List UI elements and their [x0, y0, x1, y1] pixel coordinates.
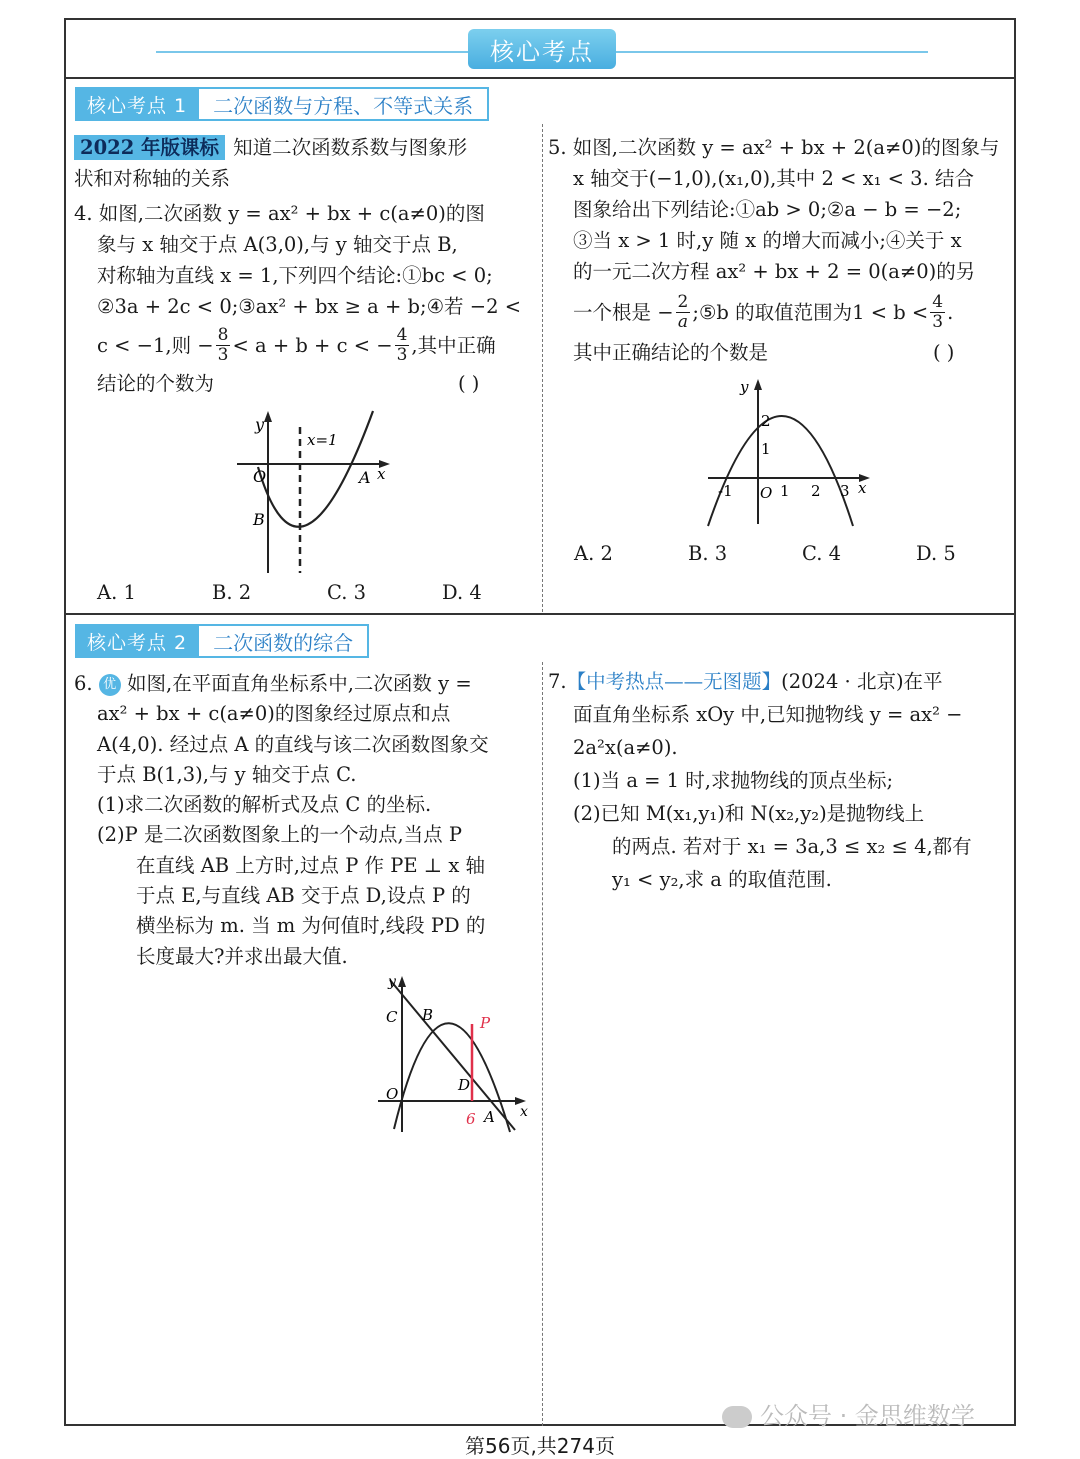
q6-line-9: 横坐标为 m. 当 m 为何值时,线段 PD 的 [136, 914, 486, 938]
q5-graph-tick-2: 2 [811, 482, 821, 500]
q4-fraction-2: $\frac{4}{3}$ [396, 324, 408, 365]
q5-graph-ytick-1: 1 [761, 440, 771, 458]
q6-line-8: 于点 E,与直线 AB 交于点 D,设点 P 的 [136, 884, 471, 908]
q5-line-6a: 一个根是 − [573, 300, 674, 324]
banner-line-right [616, 51, 928, 53]
q5-line-5: 的一元二次方程 ax² + bx + 2 = 0(a≠0)的另 [573, 260, 976, 283]
q4-line-2: 象与 x 轴交于点 A(3,0),与 y 轴交于点 B, [97, 233, 458, 256]
q7-line-5: (2)已知 M(x₁,y₁)和 N(x₂,y₂)是抛物线上 [573, 802, 925, 825]
q5-option-a[interactable]: A. 2 [574, 542, 613, 565]
q6-line-2: ax² + bx + c(a≠0)的图象经过原点和点 [97, 702, 451, 726]
q4-line-6: 结论的个数为 [97, 372, 215, 395]
divider-top [66, 77, 1014, 79]
q4-line-5c: ,其中正确 [411, 333, 496, 357]
q4-option-d[interactable]: D. 4 [442, 581, 482, 604]
question-5 [548, 132, 1010, 368]
q7-line-4: (1)当 a = 1 时,求抛物线的顶点坐标; [573, 769, 894, 792]
q4-graph-y: y [255, 415, 265, 434]
curriculum-text-1: 知道二次函数系数与图象形 [233, 136, 468, 159]
q5-option-c[interactable]: C. 4 [802, 542, 842, 565]
q5-option-b[interactable]: B. 3 [688, 542, 728, 565]
q6-graph [370, 972, 535, 1137]
q4-graph [225, 405, 400, 577]
q6-number: 6. [74, 672, 93, 695]
q5-line-6b: ;⑤b 的取值范围为1 < b < [692, 300, 929, 324]
question-7 [548, 665, 1010, 896]
q7-hot-tag: 【中考热点——无图题】 [566, 670, 782, 693]
q6-graph-point-c: C [386, 1008, 398, 1026]
q4-fraction-1: $\frac{8}{3}$ [217, 324, 229, 365]
q5-graph-y: y [740, 378, 749, 396]
curriculum-badge: 2022 年版课标 [74, 135, 225, 160]
q4-option-c[interactable]: C. 3 [327, 581, 367, 604]
q4-answer-paren: ( ) [458, 372, 480, 395]
curriculum-note [74, 132, 534, 194]
q5-fraction-1: $\frac{2}{a}$ [677, 291, 689, 332]
q6-graph-point-b: B [422, 1006, 434, 1024]
section-1-heading [75, 87, 489, 121]
q5-answer-paren: ( ) [933, 341, 955, 364]
question-4 [74, 198, 534, 399]
section-1-title: 二次函数与方程、不等式关系 [199, 87, 489, 121]
q6-graph-point-a: A [484, 1108, 495, 1126]
q6-graph-point-e: 6 [466, 1110, 476, 1128]
q7-line-3: 2a²x(a≠0). [573, 736, 678, 759]
q4-line-4: ②3a + 2c < 0;③ax² + bx ≥ a + b;④若 −2 < [97, 295, 522, 318]
q5-graph-tick-3: 3 [840, 482, 850, 500]
q4-graph-axis-label: x=1 [307, 431, 338, 449]
q6-graph-x: x [520, 1104, 528, 1120]
q7-line-7: y₁ < y₂,求 a 的取值范围. [612, 868, 832, 891]
column-divider-upper [542, 124, 543, 612]
q6-graph-point-d: D [458, 1076, 471, 1094]
q7-line-6: 的两点. 若对于 x₁ = 3a,3 ≤ x₂ ≤ 4,都有 [612, 835, 972, 858]
section-2-title: 二次函数的综合 [199, 624, 369, 658]
q4-line-5b: < a + b + c < − [232, 333, 393, 357]
q4-graph-x: x [377, 465, 386, 483]
q4-line-3: 对称轴为直线 x = 1,下列四个结论:①bc < 0; [97, 264, 493, 287]
q4-option-a[interactable]: A. 1 [97, 581, 136, 604]
column-divider-lower [542, 662, 543, 1426]
q6-graph-point-p: P [480, 1014, 491, 1032]
q6-line-1: 如图,在平面直角坐标系中,二次函数 y = [127, 672, 472, 695]
q6-line-3: A(4,0). 经过点 A 的直线与该二次函数图象交 [97, 732, 489, 756]
premium-icon: 优 [99, 674, 121, 696]
q5-line-4: ③当 x > 1 时,y 随 x 的增大而减小;④关于 x [573, 229, 962, 252]
question-6 [74, 669, 536, 972]
banner-line-left [156, 51, 468, 53]
q4-line-1: 4. 如图,二次函数 y = ax² + bx + c(a≠0)的图 [74, 202, 485, 225]
q5-graph-x: x [858, 479, 867, 497]
q5-line-3: 图象给出下列结论:①ab > 0;②a − b = −2; [573, 198, 962, 221]
wechat-icon [722, 1406, 752, 1428]
q5-graph-tick-neg1: -1 [718, 482, 733, 500]
q5-graph [700, 374, 880, 529]
q5-graph-tick-1: 1 [780, 482, 790, 500]
banner-title: 核心考点 [468, 29, 616, 69]
q4-graph-point-b: B [253, 510, 265, 529]
q7-line-2: 面直角坐标系 xOy 中,已知抛物线 y = ax² − [573, 703, 963, 726]
q4-graph-point-a: A [359, 468, 371, 487]
watermark-text: 公众号 · 金思维数学 [760, 1402, 975, 1430]
section-2-heading [75, 624, 369, 658]
watermark [722, 1396, 975, 1431]
q6-line-4: 于点 B(1,3),与 y 轴交于点 C. [97, 762, 357, 786]
q5-line-6c: . [947, 300, 954, 324]
q7-number: 7. [548, 670, 567, 693]
q4-line-5a: c < −1,则 − [97, 333, 214, 357]
curriculum-text-2: 状和对称轴的关系 [74, 167, 231, 190]
q5-line-7: 其中正确结论的个数是 [573, 341, 769, 364]
page-footer: 第56页,共274页 [465, 1434, 615, 1458]
q6-graph-y: y [388, 974, 396, 990]
q4-option-b[interactable]: B. 2 [212, 581, 252, 604]
q5-option-d[interactable]: D. 5 [916, 542, 956, 565]
divider-middle [66, 613, 1014, 615]
q6-line-10: 长度最大?并求出最大值. [136, 944, 348, 968]
q5-fraction-2: $\frac{4}{3}$ [932, 291, 944, 332]
q4-graph-origin: O [253, 467, 267, 486]
section-1-tag: 核心考点 1 [75, 87, 199, 121]
section-2-tag: 核心考点 2 [75, 624, 199, 658]
q6-line-7: 在直线 AB 上方时,过点 P 作 PE ⊥ x 轴 [136, 853, 486, 877]
q5-line-2: x 轴交于(−1,0),(x₁,0),其中 2 < x₁ < 3. 结合 [573, 167, 974, 190]
q6-line-5: (1)求二次函数的解析式及点 C 的坐标. [97, 793, 432, 817]
q6-graph-origin: O [386, 1085, 399, 1103]
q5-graph-origin: O [760, 484, 773, 502]
q7-line-1: (2024 · 北京)在平 [781, 670, 943, 693]
q5-graph-ytick-2: 2 [761, 412, 771, 430]
q6-line-6: (2)P 是二次函数图象上的一个动点,当点 P [97, 823, 462, 847]
q5-line-1: 5. 如图,二次函数 y = ax² + bx + 2(a≠0)的图象与 [548, 136, 1000, 159]
